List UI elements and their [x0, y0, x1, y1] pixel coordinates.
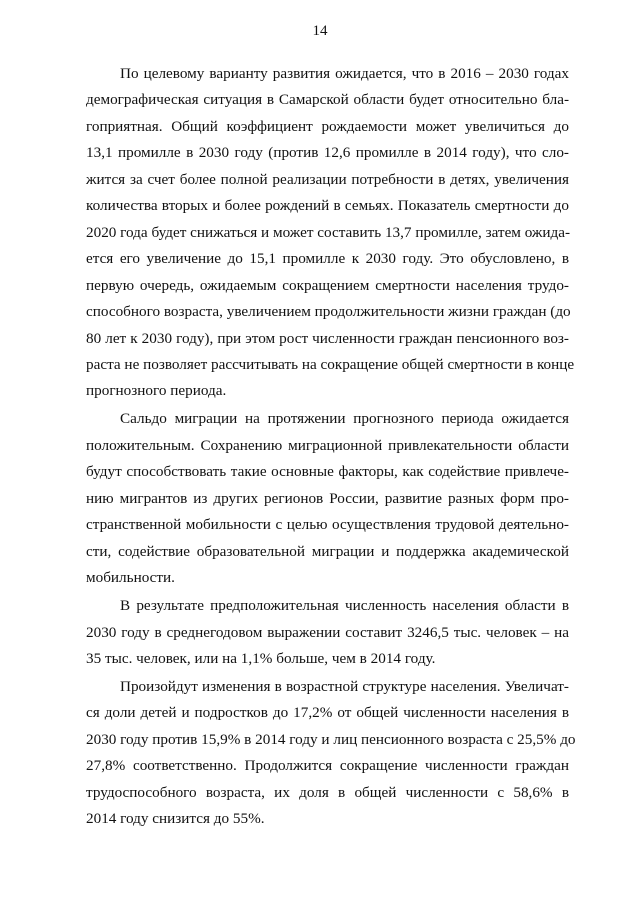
text-line: количества вторых и более рождений в семьях. Показатель смертности до	[86, 197, 569, 215]
text-line: 2020 года будет снижаться и может составить 13,7 промилле, затем ожида-	[86, 223, 571, 241]
text-line: демографическая ситуация в Самарской области будет относительно бла-	[86, 91, 569, 109]
paragraph-migration	[86, 406, 569, 591]
text-line: странственной мобильности с целью осуществления трудовой деятельно-	[86, 516, 569, 534]
text-line: трудоспособного возраста, их доля в общей численности с 58,6% в	[86, 783, 569, 801]
text-line: способного возраста, увеличением продолжительности жизни граждан (до	[86, 303, 571, 321]
text-line: нию мигрантов из других регионов России, развитие разных форм про-	[86, 489, 569, 507]
text-line: раста не позволяет рассчитывать на сокращение общей смертности в конце	[86, 355, 575, 373]
text-line: 35 тыс. человек, или на 1,1% больше, чем в 2014 году.	[86, 649, 436, 667]
document-body	[86, 61, 576, 834]
text-line: положительным. Сохранению миграционной привлекательности области	[86, 436, 569, 454]
text-line: первую очередь, ожидаемым сокращением смертности населения трудо-	[86, 276, 569, 294]
text-line: 27,8% соответственно. Продолжится сокращение численности граждан	[86, 757, 569, 775]
text-line: ся доли детей и подростков до 17,2% от общей численности населения в	[86, 704, 569, 722]
text-line: По целевому варианту развития ожидается, что в 2016 – 2030 годах	[120, 65, 569, 82]
text-line: гоприятная. Общий коэффициент рождаемости может увеличиться до	[86, 117, 569, 135]
text-line: ется его увеличение до 15,1 промилле к 2030 году. Это обусловлено, в	[86, 250, 569, 268]
text-line: сти, содействие образовательной миграции и поддержка академической	[86, 542, 569, 560]
text-line: будут способствовать такие основные факторы, как содействие привлече-	[86, 463, 569, 481]
text-line: В результате предположительная численность населения области в	[120, 597, 569, 615]
paragraph-age-structure	[86, 674, 576, 833]
paragraph-population-total	[86, 593, 569, 672]
page-number: 14	[312, 23, 328, 39]
text-line: Произойдут изменения в возрастной структуре населения. Увеличат-	[120, 677, 569, 695]
text-line: 2030 году против 15,9% в 2014 году и лиц пенсионного возраста с 25,5% до	[86, 730, 576, 748]
text-line: 2030 году в среднегодовом выражении составит 3246,5 тыс. человек – на	[86, 623, 569, 641]
text-line: 80 лет к 2030 году), при этом рост численности граждан пенсионного воз-	[86, 329, 569, 347]
text-line: 13,1 промилле в 2030 году (против 12,6 промилле в 2014 году), что сло-	[86, 144, 569, 162]
text-line: 2014 году снизится до 55%.	[86, 810, 265, 828]
paragraph-forecast-demography	[86, 61, 575, 405]
text-line: жится за счет более полной реализации потребности в детях, увеличения	[86, 170, 569, 188]
text-line: прогнозного периода.	[86, 382, 227, 400]
text-line: мобильности.	[86, 569, 175, 587]
text-line: Сальдо миграции на протяжении прогнозного периода ожидается	[120, 410, 569, 428]
